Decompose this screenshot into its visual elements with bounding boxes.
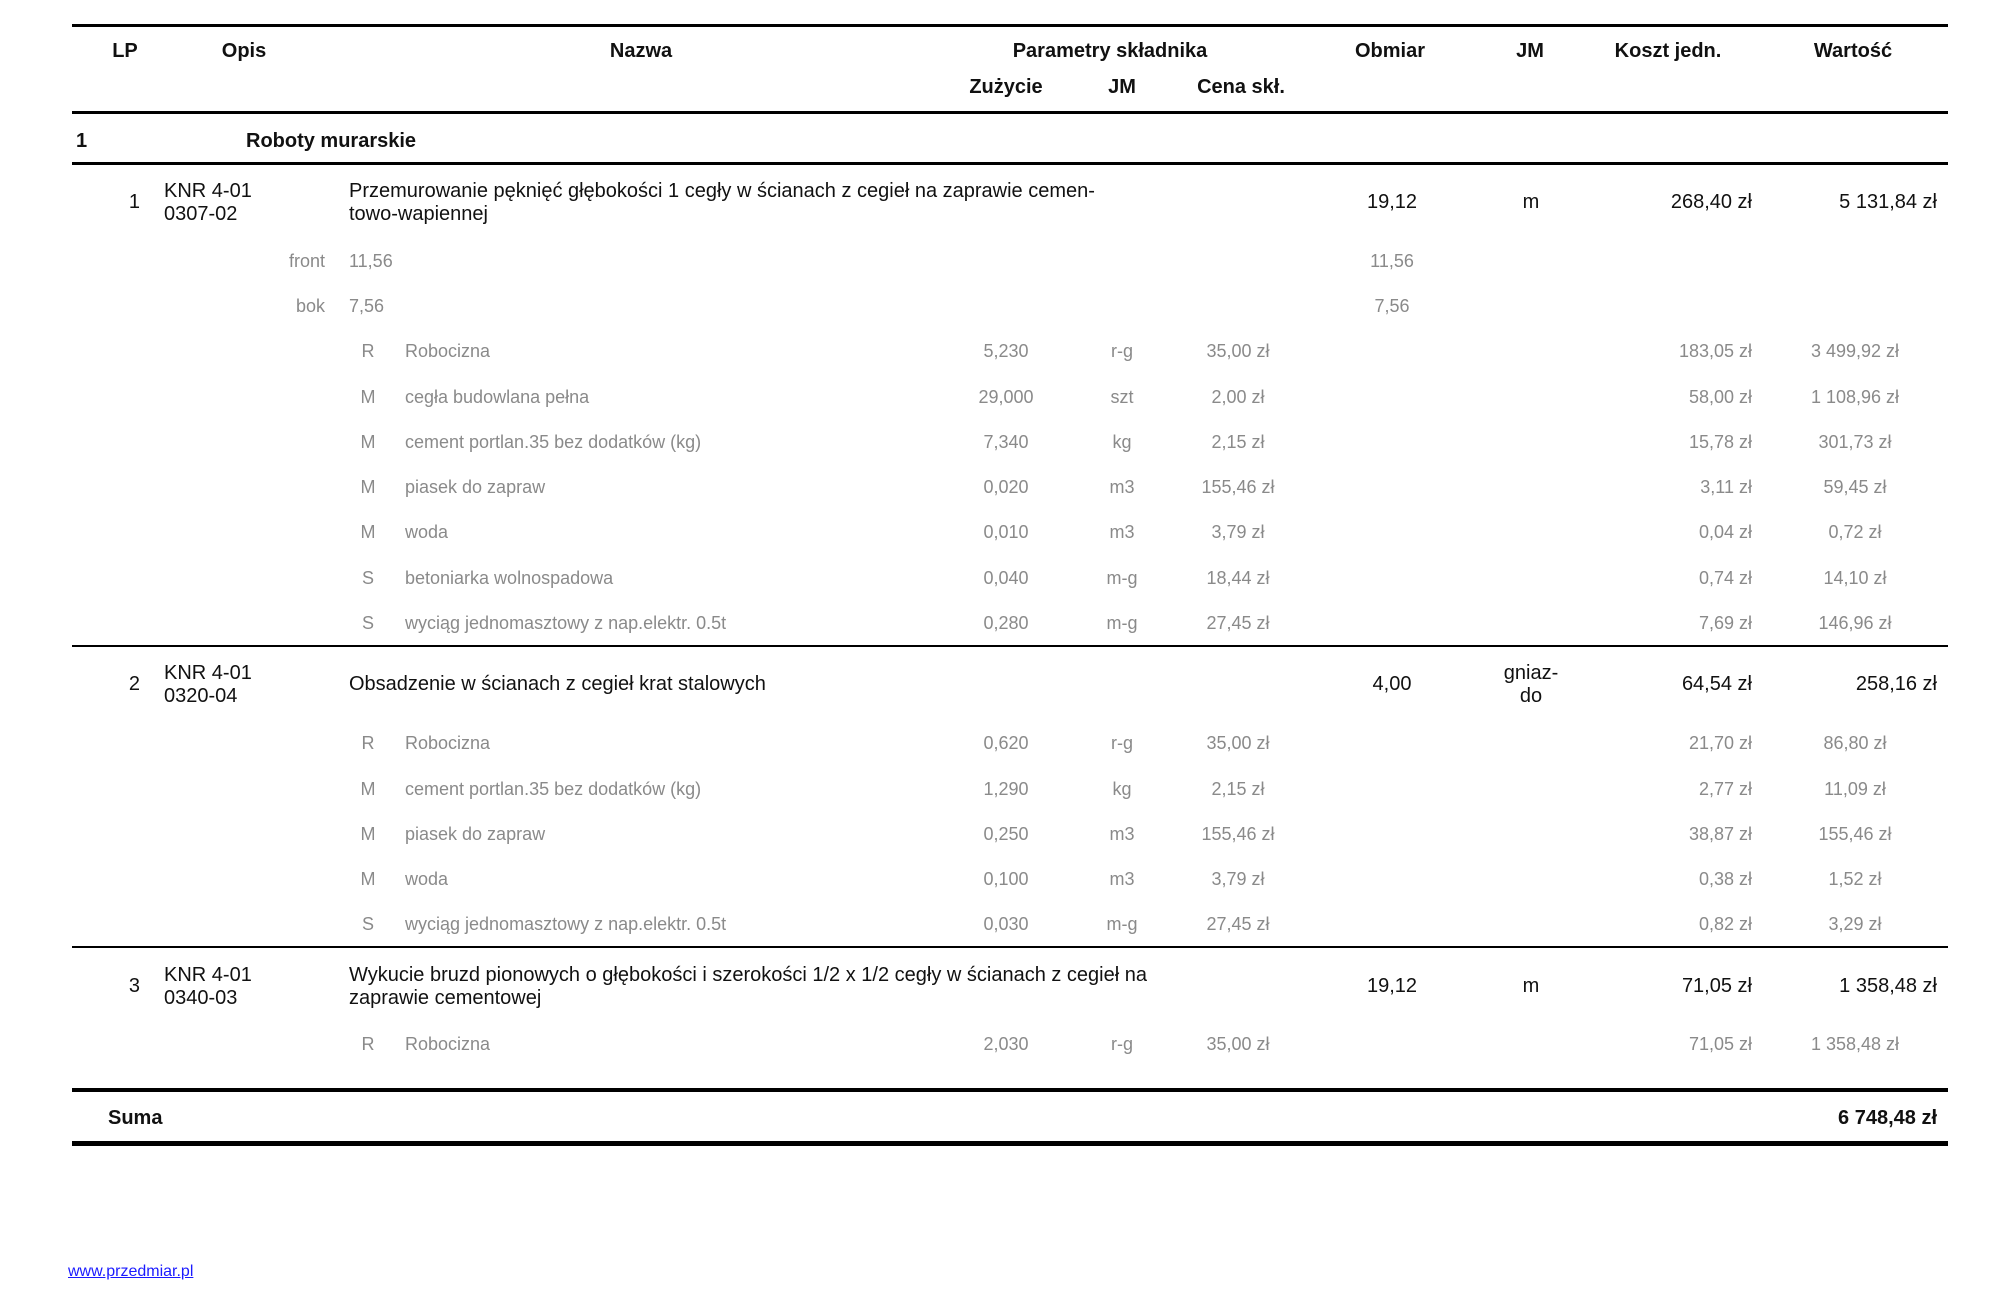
header-koszt: Koszt jedn. <box>1614 40 1722 62</box>
component-jm: m-g <box>1106 914 1138 934</box>
item-wartosc: 1 358,48 zł <box>1839 975 1937 997</box>
component-type: M <box>360 824 376 844</box>
item-wartosc: 258,16 zł <box>1855 673 1937 695</box>
component-wartosc: 146,96 zł <box>1818 613 1892 633</box>
component-zuzycie: 5,230 <box>983 341 1029 361</box>
component-name: Robocizna <box>405 1034 491 1054</box>
component-type: S <box>361 568 375 588</box>
component-cena: 35,00 zł <box>1206 341 1270 361</box>
summary-label: Suma <box>108 1107 163 1129</box>
component-koszt: 58,00 zł <box>1688 387 1752 407</box>
item-jm: gniaz- <box>1503 662 1559 684</box>
item-code: 0340-03 <box>164 987 238 1009</box>
component-zuzycie: 0,620 <box>983 733 1029 753</box>
header-wartosc: Wartość <box>1813 40 1893 62</box>
component-zuzycie: 0,030 <box>983 914 1029 934</box>
header-nazwa: Nazwa <box>609 40 673 62</box>
component-zuzycie: 0,040 <box>983 568 1029 588</box>
header-opis: Opis <box>221 40 267 62</box>
item-name: towo-wapiennej <box>349 203 488 225</box>
component-type: R <box>361 1034 375 1054</box>
component-zuzycie: 1,290 <box>983 779 1029 799</box>
component-zuzycie: 29,000 <box>978 387 1034 407</box>
component-name: piasek do zapraw <box>405 824 546 844</box>
component-type: M <box>360 779 376 799</box>
component-wartosc: 301,73 zł <box>1818 432 1892 452</box>
component-koszt: 0,04 zł <box>1698 522 1752 542</box>
component-zuzycie: 0,010 <box>983 522 1029 542</box>
component-koszt: 15,78 zł <box>1688 432 1752 452</box>
component-cena: 27,45 zł <box>1206 613 1270 633</box>
header-cena: Cena skł. <box>1197 76 1285 98</box>
component-name: cement portlan.35 bez dodatków (kg) <box>405 432 702 452</box>
component-cena: 155,46 zł <box>1201 477 1275 497</box>
component-zuzycie: 0,280 <box>983 613 1029 633</box>
item-lp: 2 <box>128 673 140 695</box>
component-koszt: 183,05 zł <box>1678 341 1752 361</box>
item-lp: 1 <box>128 191 140 213</box>
component-name: woda <box>405 869 449 889</box>
component-cena: 155,46 zł <box>1201 824 1275 844</box>
component-wartosc: 1 358,48 zł <box>1810 1034 1900 1054</box>
component-type: S <box>361 914 375 934</box>
component-type: M <box>360 477 376 497</box>
item-koszt: 64,54 zł <box>1681 673 1752 695</box>
component-type: S <box>361 613 375 633</box>
calc-label: front <box>288 251 325 271</box>
component-cena: 3,79 zł <box>1211 522 1265 542</box>
summary-top-rule <box>72 1088 1948 1092</box>
component-cena: 35,00 zł <box>1206 733 1270 753</box>
component-type: R <box>361 341 375 361</box>
component-jm: r-g <box>1111 341 1133 361</box>
component-type: M <box>360 522 376 542</box>
component-name: cement portlan.35 bez dodatków (kg) <box>405 779 702 799</box>
calc-value: 7,56 <box>1374 296 1410 316</box>
component-koszt: 0,38 zł <box>1698 869 1752 889</box>
header-parametry: Parametry składnika <box>1012 40 1208 62</box>
component-jm: m3 <box>1109 522 1135 542</box>
component-cena: 2,15 zł <box>1211 779 1265 799</box>
component-type: R <box>361 733 375 753</box>
component-type: M <box>360 432 376 452</box>
section-rule <box>72 162 1948 165</box>
component-koszt: 71,05 zł <box>1688 1034 1752 1054</box>
item-code: 0307-02 <box>164 203 238 225</box>
component-jm: m-g <box>1106 568 1138 588</box>
item-code: 0320-04 <box>164 685 238 707</box>
component-jm: r-g <box>1111 733 1133 753</box>
header-jm: JM <box>1516 40 1544 62</box>
item-koszt: 71,05 zł <box>1681 975 1752 997</box>
item-jm: do <box>1519 685 1543 707</box>
component-jm: kg <box>1112 779 1132 799</box>
component-jm: m3 <box>1109 869 1135 889</box>
component-wartosc: 11,09 zł <box>1824 779 1886 799</box>
component-koszt: 7,69 zł <box>1698 613 1752 633</box>
component-wartosc: 14,10 zł <box>1823 568 1887 588</box>
header-lp: LP <box>112 40 138 62</box>
item-code: KNR 4-01 <box>164 180 252 202</box>
component-cena: 35,00 zł <box>1206 1034 1270 1054</box>
top-rule <box>72 24 1948 27</box>
calc-expr: 11,56 <box>349 251 393 271</box>
component-zuzycie: 0,100 <box>983 869 1029 889</box>
footer-website-link[interactable]: www.przedmiar.pl <box>68 1263 194 1280</box>
component-type: M <box>360 387 376 407</box>
component-cena: 3,79 zł <box>1211 869 1265 889</box>
item-wartosc: 5 131,84 zł <box>1839 191 1937 213</box>
item-lp: 3 <box>128 975 140 997</box>
component-wartosc: 155,46 zł <box>1818 824 1892 844</box>
summary-value: 6 748,48 zł <box>1838 1107 1937 1129</box>
header-obmiar: Obmiar <box>1354 40 1426 62</box>
component-wartosc: 1,52 zł <box>1828 869 1882 889</box>
item-code: KNR 4-01 <box>164 662 252 684</box>
component-name: wyciąg jednomasztowy z nap.elektr. 0.5t <box>405 914 727 934</box>
component-name: woda <box>405 522 449 542</box>
header-zuzycie: Zużycie <box>969 76 1043 98</box>
component-jm: m-g <box>1106 613 1138 633</box>
component-type: M <box>360 869 376 889</box>
header-rule <box>72 111 1948 114</box>
component-name: cegła budowlana pełna <box>405 387 590 407</box>
item-obmiar: 4,00 <box>1372 673 1412 695</box>
section-title: Roboty murarskie <box>246 130 417 152</box>
item-name: zaprawie cementowej <box>349 987 542 1009</box>
component-koszt: 2,77 zł <box>1698 779 1752 799</box>
component-zuzycie: 0,020 <box>983 477 1029 497</box>
component-koszt: 21,70 zł <box>1688 733 1752 753</box>
component-koszt: 38,87 zł <box>1688 824 1752 844</box>
component-jm: m3 <box>1109 824 1135 844</box>
item-code: KNR 4-01 <box>164 964 252 986</box>
component-wartosc: 0,72 zł <box>1828 522 1882 542</box>
calc-label: bok <box>295 296 325 316</box>
item-jm: m <box>1522 191 1540 213</box>
item-jm: m <box>1522 975 1540 997</box>
component-zuzycie: 7,340 <box>983 432 1029 452</box>
summary-bottom-rule <box>72 1141 1948 1146</box>
component-jm: m3 <box>1109 477 1135 497</box>
component-wartosc: 86,80 zł <box>1823 733 1887 753</box>
component-koszt: 0,74 zł <box>1698 568 1752 588</box>
item-obmiar: 19,12 <box>1366 191 1418 213</box>
item-rule <box>72 645 1948 647</box>
calc-expr: 7,56 <box>349 296 385 316</box>
section-number: 1 <box>76 130 88 152</box>
component-zuzycie: 2,030 <box>983 1034 1029 1054</box>
component-wartosc: 59,45 zł <box>1823 477 1887 497</box>
component-koszt: 3,11 zł <box>1700 477 1752 497</box>
component-cena: 2,15 zł <box>1211 432 1265 452</box>
header-jm-sub: JM <box>1108 76 1136 98</box>
component-name: Robocizna <box>405 733 491 753</box>
component-name: piasek do zapraw <box>405 477 546 497</box>
component-cena: 18,44 zł <box>1206 568 1270 588</box>
item-rule <box>72 946 1948 948</box>
item-name: Przemurowanie pęknięć głębokości 1 cegły w ścianach z cegieł na zaprawie cemen- <box>349 180 1095 202</box>
component-jm: r-g <box>1111 1034 1133 1054</box>
component-cena: 2,00 zł <box>1211 387 1265 407</box>
component-jm: szt <box>1110 387 1134 407</box>
component-name: Robocizna <box>405 341 491 361</box>
component-wartosc: 3 499,92 zł <box>1810 341 1900 361</box>
component-cena: 27,45 zł <box>1206 914 1270 934</box>
item-name: Wykucie bruzd pionowych o głębokości i szerokości 1/2 x 1/2 cegły w ścianach z cegieł na <box>349 964 1147 986</box>
item-koszt: 268,40 zł <box>1670 191 1752 213</box>
component-koszt: 0,82 zł <box>1698 914 1752 934</box>
component-name: betoniarka wolnospadowa <box>405 568 614 588</box>
component-name: wyciąg jednomasztowy z nap.elektr. 0.5t <box>405 613 727 633</box>
component-jm: kg <box>1112 432 1132 452</box>
item-name: Obsadzenie w ścianach z cegieł krat stalowych <box>349 673 766 695</box>
component-zuzycie: 0,250 <box>983 824 1029 844</box>
component-wartosc: 1 108,96 zł <box>1810 387 1900 407</box>
calc-value: 11,56 <box>1370 251 1414 271</box>
item-obmiar: 19,12 <box>1366 975 1418 997</box>
component-wartosc: 3,29 zł <box>1828 914 1882 934</box>
